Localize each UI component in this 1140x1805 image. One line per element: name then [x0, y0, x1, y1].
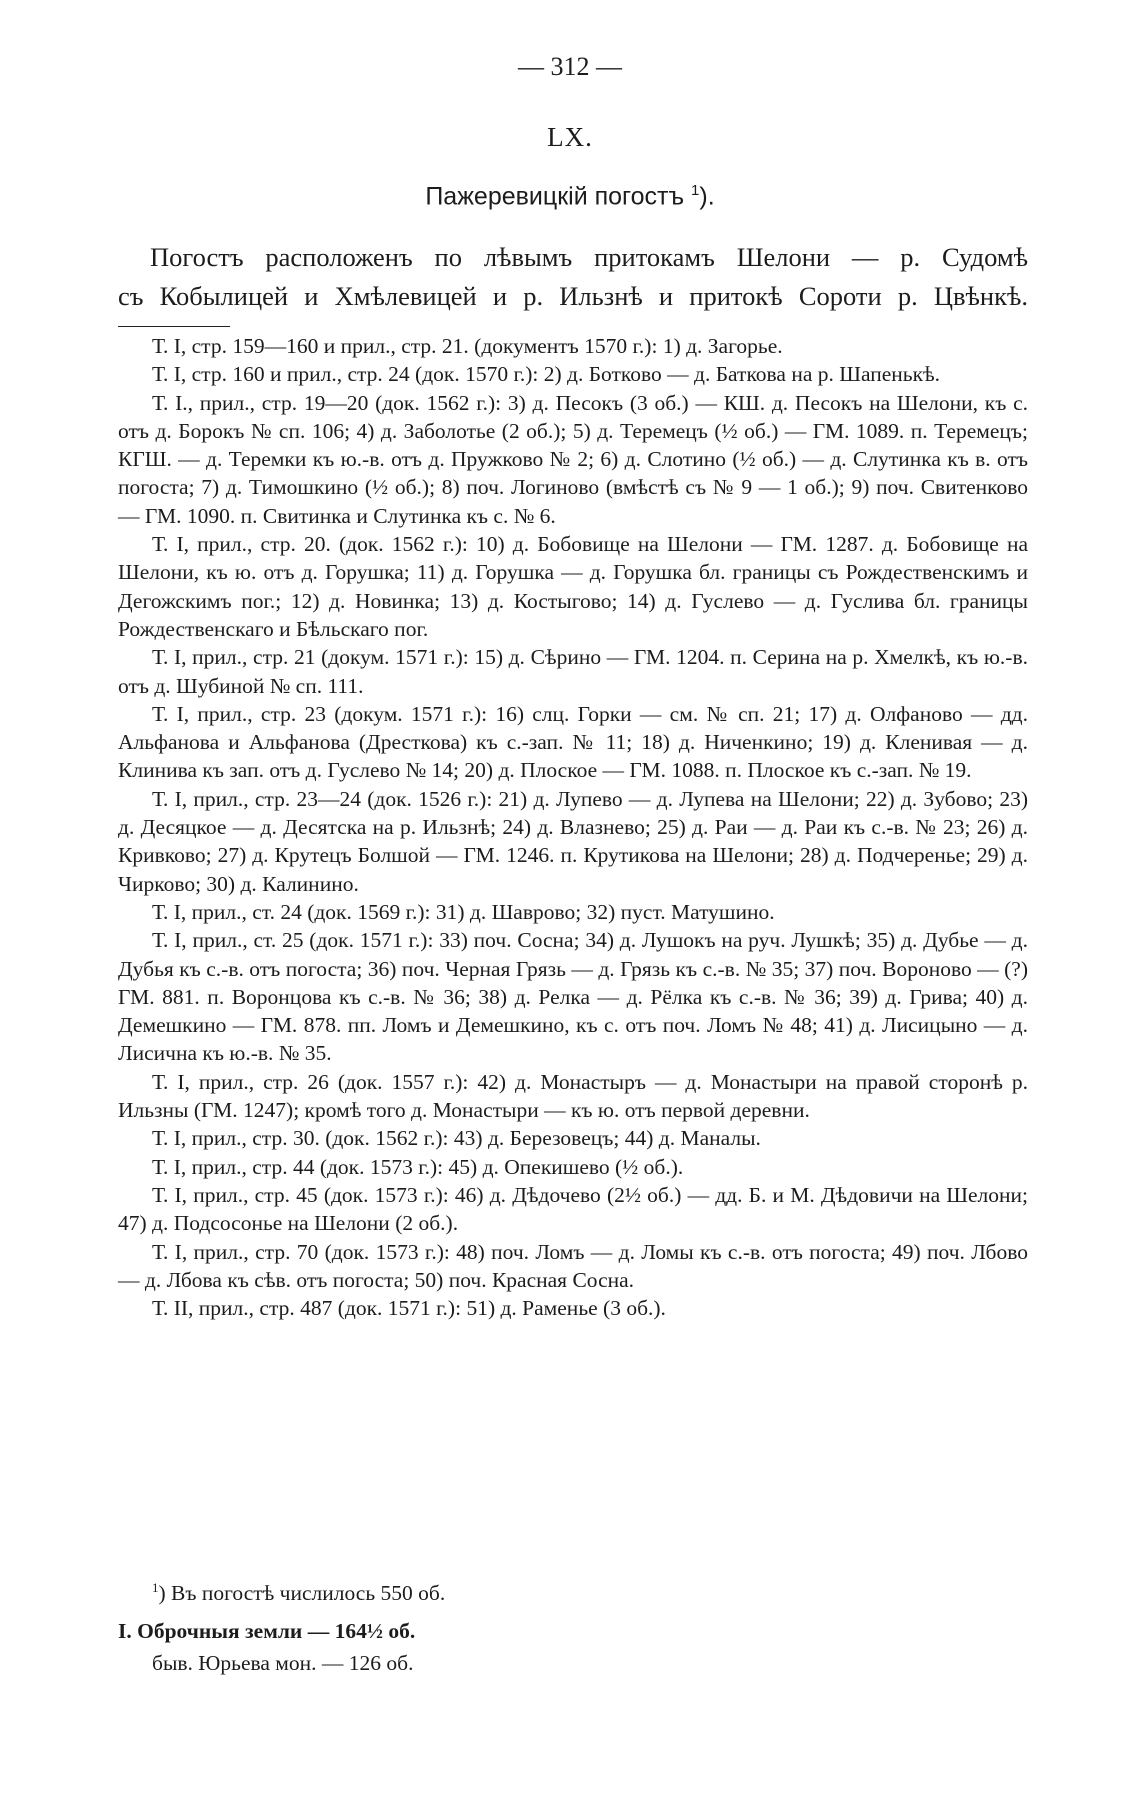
- entry-paragraph: Т. I, прил., ст. 24 (док. 1569 г.): 31) д. Шаврово; 32) пуст. Матушино.: [152, 899, 775, 924]
- entry-paragraph: Т. II, прил., стр. 487 (док. 1571 г.): 51) д. Раменье (3 об.).: [152, 1296, 666, 1321]
- intro-line-1: Погостъ расположенъ по лѣвымъ притокамъ Шелони — р. Судомѣ: [150, 242, 1028, 272]
- entry-paragraph: Т. I, стр. 160 и прил., стр. 24 (док. 1570 г.): 2) д. Ботково — д. Баткова на р. Шапенькѣ.: [152, 362, 941, 387]
- chapter-number: LX.: [547, 122, 593, 152]
- footnote: [152, 1574, 445, 1607]
- entry-paragraph: Т. I, прил., стр. 44 (док. 1573 г.): 45) д. Опекишево (½ об.).: [152, 1154, 684, 1179]
- entry-paragraph: Т. I, прил., ст. 25 (док. 1571 г.): 33) поч. Сосна; 34) д. Лушокъ на руч. Лушкѣ; 35) д. Дубье — д. Дубья къ с.-в. отъ погоста; 36) поч. Черная Грязь — д. Грязь къ с.-в. № 35; 37) поч. Вороново — (?) ГМ. 881. п. Воронцова къ с.-в. № 36; 38) д. Релка — д. Рёлка къ с.-в. № 36; 39) д. Грива; 40) д. Демешкино — ГМ. 878. пп. Ломъ и Демешкино, къ с. отъ поч. Ломъ № 48; 41) д. Лисицыно — д. Лисична къ ю.-в. № 35.: [118, 928, 1028, 1066]
- entry-paragraph: Т. I., прил., стр. 19—20 (док. 1562 г.): 3) д. Песокъ (3 об.) — КШ. д. Песокъ на Шелони, къ с. отъ д. Борокъ № сп. 106; 4) д. Заболотье (2 об.); 5) д. Теремецъ (½ об.) — ГМ. 1089. п. Теремецъ; КГШ. — д. Теремки къ ю.-в. отъ д. Пружково № 2; 6) д. Слотино (½ об.) — д. Слутинка къ в. отъ погоста; 7) д. Тимошкино (½ об.); 8) поч. Логиново (вмѣстѣ съ № 9 — 1 об.); 9) поч. Свитенково — ГМ. 1090. п. Свитинка и Слутинка къ с. № 6.: [118, 390, 1028, 528]
- intro-line-2: съ Кобылицей и Хмѣлевицей и р. Ильзнѣ и притокѣ Сороти р. Цвѣнкѣ.: [118, 281, 1028, 311]
- entry-paragraph: Т. I, прил., стр. 70 (док. 1573 г.): 48) поч. Ломъ — д. Ломы къ с.-в. отъ погоста; 49) поч. Лбово — д. Лбова къ сѣв. отъ погоста; 50) поч. Красная Сосна.: [118, 1239, 1028, 1292]
- entries-body: [118, 332, 1028, 1322]
- title-text: Пажеревицкій погостъ: [425, 182, 685, 211]
- section-line: быв. Юрьева мон. — 126 об.: [152, 1651, 414, 1675]
- entry-paragraph: Т. I, прил., стр. 30. (док. 1562 г.): 43) д. Березовецъ; 44) д. Маналы.: [152, 1126, 761, 1151]
- entry-paragraph: Т. I, прил., стр. 20. (док. 1562 г.): 10) д. Бобовище на Шелони — ГМ. 1287. д. Бобовище на Шелони, къ ю. отъ д. Горушка; 11) д. Горушка — д. Горушка бл. границы съ Рождественскимъ и Дегожскимъ пог.; 12) д. Новинка; 13) д. Костыгово; 14) д. Гуслево — д. Гуслива бл. границы Рождественскаго и Бѣльскаго пог.: [118, 532, 1028, 641]
- entry-paragraph: Т. I, прил., стр. 23—24 (док. 1526 г.): 21) д. Лупево — д. Лупева на Шелони; 22) д. Зубово; 23) д. Десяцкое — д. Десятска на р. Ильзнѣ; 24) д. Влазнево; 25) д. Раи — д. Раи къ с.-в. № 23; 26) д. Кривково; 27) д. Крутецъ Болшой — ГМ. 1246. п. Крутикова на Шелони; 28) д. Подчеренье; 29) д. Чирково; 30) д. Калинино.: [118, 786, 1028, 896]
- entry-paragraph: Т. I, прил., стр. 21 (докум. 1571 г.): 15) д. Сѣрино — ГМ. 1204. п. Серина на р. Хмелкѣ, къ ю.-в. отъ д. Шубиной № сп. 111.: [118, 645, 1028, 698]
- section-title: [0, 182, 1140, 211]
- entry-paragraph: Т. I, стр. 159—160 и прил., стр. 21. (документъ 1570 г.): 1) д. Загорье.: [152, 334, 783, 358]
- entry-paragraph: Т. I, прил., стр. 26 (док. 1557 г.): 42) д. Монастыръ — д. Монастыри на правой сторонѣ р. Ильзны (ГМ. 1247); кромѣ того д. Монастыри — къ ю. отъ первой деревни.: [118, 1069, 1028, 1123]
- title-suffix: ).: [699, 182, 715, 211]
- footnote-text: ) Въ погостѣ числилось 550 об.: [158, 1581, 446, 1606]
- entry-paragraph: Т. I, прил., стр. 45 (док. 1573 г.): 46) д. Дѣдочево (2½ об.) — дд. Б. и М. Дѣдовичи на Шелони; 47) д. Подсосонье на Шелони (2 об.).: [118, 1182, 1028, 1236]
- title-footnote-mark: 1: [691, 182, 700, 199]
- footnote-mark: 1: [152, 1580, 159, 1595]
- divider-rule: [118, 326, 230, 327]
- section-heading: I. Оброчныя земли — 164½ об.: [118, 1619, 416, 1643]
- entry-paragraph: Т. I, прил., стр. 23 (докум. 1571 г.): 16) слц. Горки — см. № сп. 21; 17) д. Олфаново — дд. Альфанова и Альфанова (Дресткова) къ с.-зап. № 11; 18) д. Ниченкино; 19) д. Кленивая — д. Клинива къ зап. отъ д. Гуслево № 14; 20) д. Плоское — ГМ. 1088. п. Плоское къ с.-зап. № 19.: [118, 701, 1028, 783]
- intro-paragraph: [118, 238, 1028, 316]
- page-number: — 312 —: [518, 52, 622, 81]
